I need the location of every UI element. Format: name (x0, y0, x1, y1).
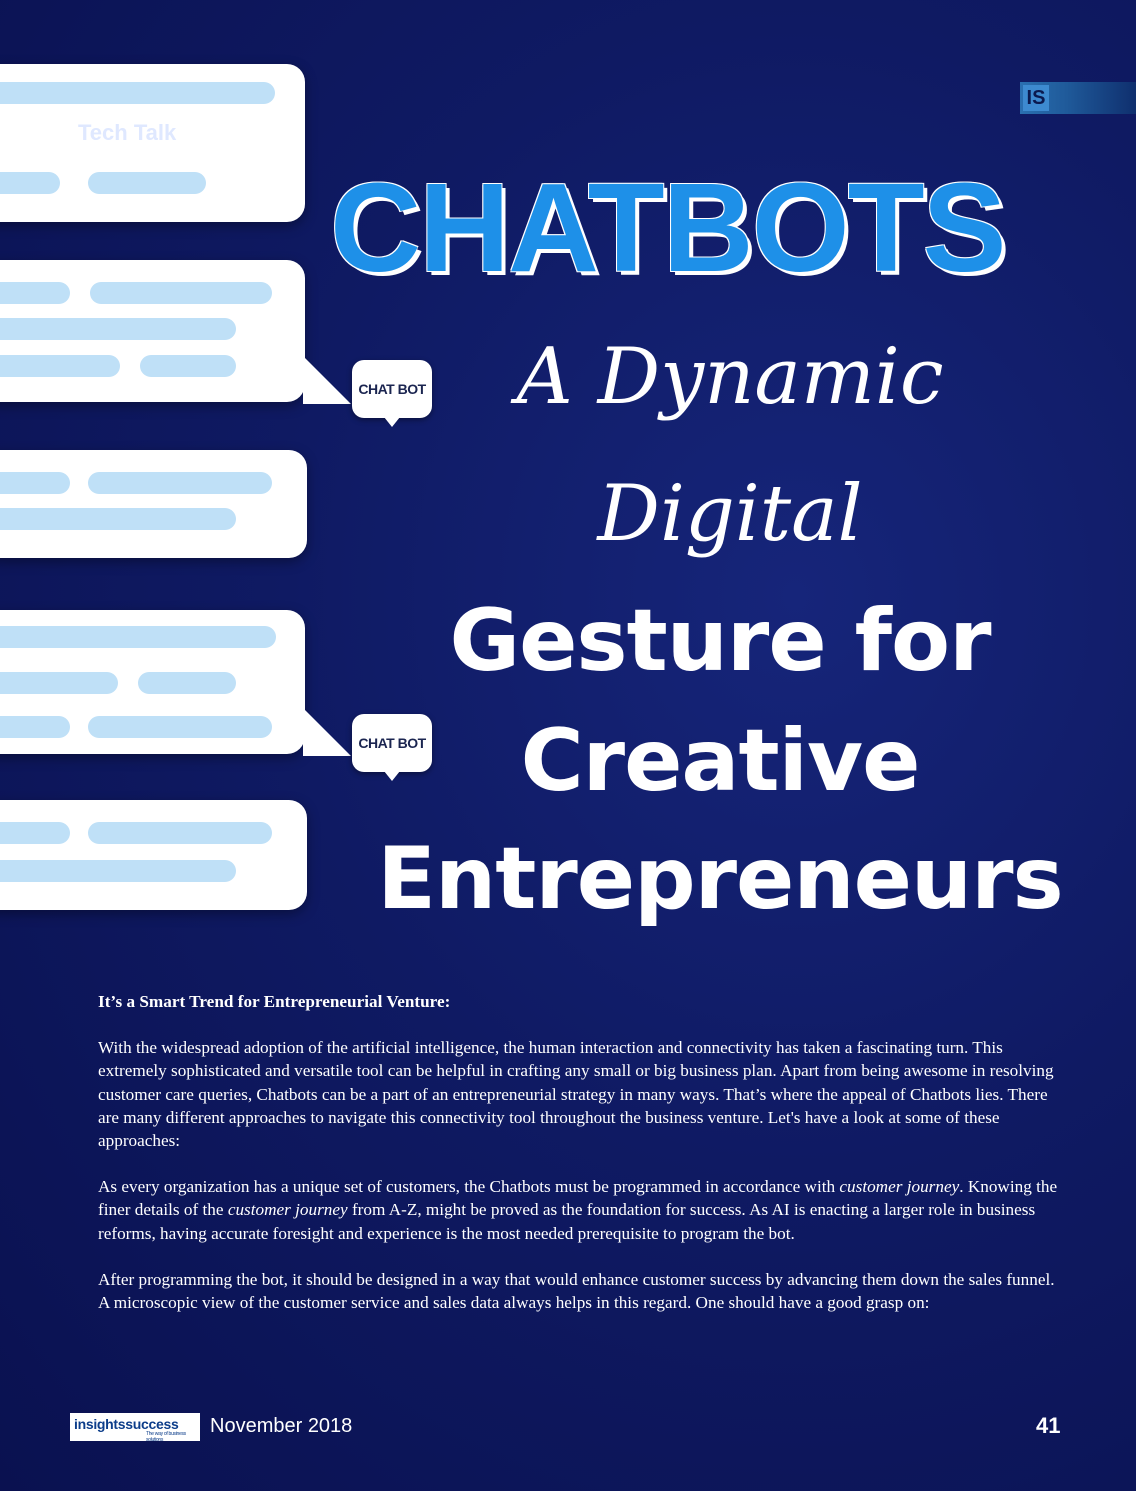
section-label: Tech Talk (78, 120, 177, 145)
paragraph-text: from A-Z, might be proved as the foundation for success. As AI is enacting a larger role in business reforms, having accurate foresight and experience is the most needed prerequisite to program the bot. (98, 1200, 1036, 1243)
text-line (0, 860, 236, 882)
page-number: 41 (1036, 1413, 1061, 1438)
text-line (0, 82, 275, 104)
brand-tagline: The way of business solutions (146, 1431, 186, 1443)
text-line (88, 172, 206, 194)
text-line (140, 355, 236, 377)
headline-script-line-1: A Dynamic (516, 332, 944, 422)
chat-bot-tag: CHAT BOT (352, 360, 432, 418)
headline-script-line-2: Digital (597, 469, 863, 559)
text-line (0, 508, 236, 530)
text-line (0, 282, 70, 304)
text-line (88, 822, 272, 844)
article-paragraph (98, 1175, 1058, 1245)
text-line (0, 716, 70, 738)
chat-bubble (0, 610, 305, 754)
article-subheading: It’s a Smart Trend for Entrepreneurial Venture: (98, 992, 451, 1011)
text-line (88, 472, 272, 494)
chat-bot-tag: CHAT BOT (352, 714, 432, 772)
text-line (0, 172, 60, 194)
chat-bubble (0, 260, 305, 402)
bubble-tail (303, 356, 351, 404)
text-line (0, 472, 70, 494)
headline-main: CHATBOTS (330, 157, 1005, 298)
headline-bold-line-1: Gesture for (449, 591, 991, 691)
chat-bubble (0, 450, 307, 558)
article-paragraph: With the widespread adoption of the artificial intelligence, the human interaction and connectivity has taken a fascinating turn. This extremely sophisticated and versatile tool can be helpful in crafting any small or big business plan. Apart from being awesome in resolving customer care queries, Chatbots can be a part of an entrepreneurial strategy in many ways. That’s where the appeal of Chatbots lies. There are many different approaches to navigate this connectivity tool throughout the business venture. Let's have a look at some of these approaches: (98, 1038, 1054, 1151)
article-paragraph: After programming the bot, it should be designed in a way that would enhance customer success by advancing them down the sales funnel. A microscopic view of the customer service and sales data always helps in this regard. One should have a good grasp on: (98, 1269, 1055, 1313)
text-line (0, 355, 120, 377)
text-line (138, 672, 236, 694)
text-line (0, 626, 276, 648)
paragraph-text: . Knowing the finer details of the (98, 1177, 1058, 1220)
headline-bold-line-3: Entrepreneurs (377, 829, 1063, 929)
text-line (90, 282, 272, 304)
text-line (88, 716, 272, 738)
chat-bubble (0, 800, 307, 910)
footer-brand-logo (70, 1413, 200, 1441)
logo-glyph: IS (1023, 85, 1049, 111)
publisher-logo-mark (1020, 82, 1136, 114)
paragraph-text: As every organization has a unique set of customers, the Chatbots must be programmed in accordance with (98, 1177, 840, 1197)
text-line (0, 672, 118, 694)
text-line (0, 822, 70, 844)
headline-bold-line-2: Creative (520, 711, 920, 811)
emphasis-text: customer journey (227, 1200, 348, 1220)
text-line (0, 318, 236, 340)
emphasis-text: customer journey (839, 1177, 960, 1197)
brand-name: insightssuccess (74, 1416, 179, 1432)
article-body (98, 990, 1058, 1337)
issue-date: November 2018 (210, 1415, 353, 1437)
